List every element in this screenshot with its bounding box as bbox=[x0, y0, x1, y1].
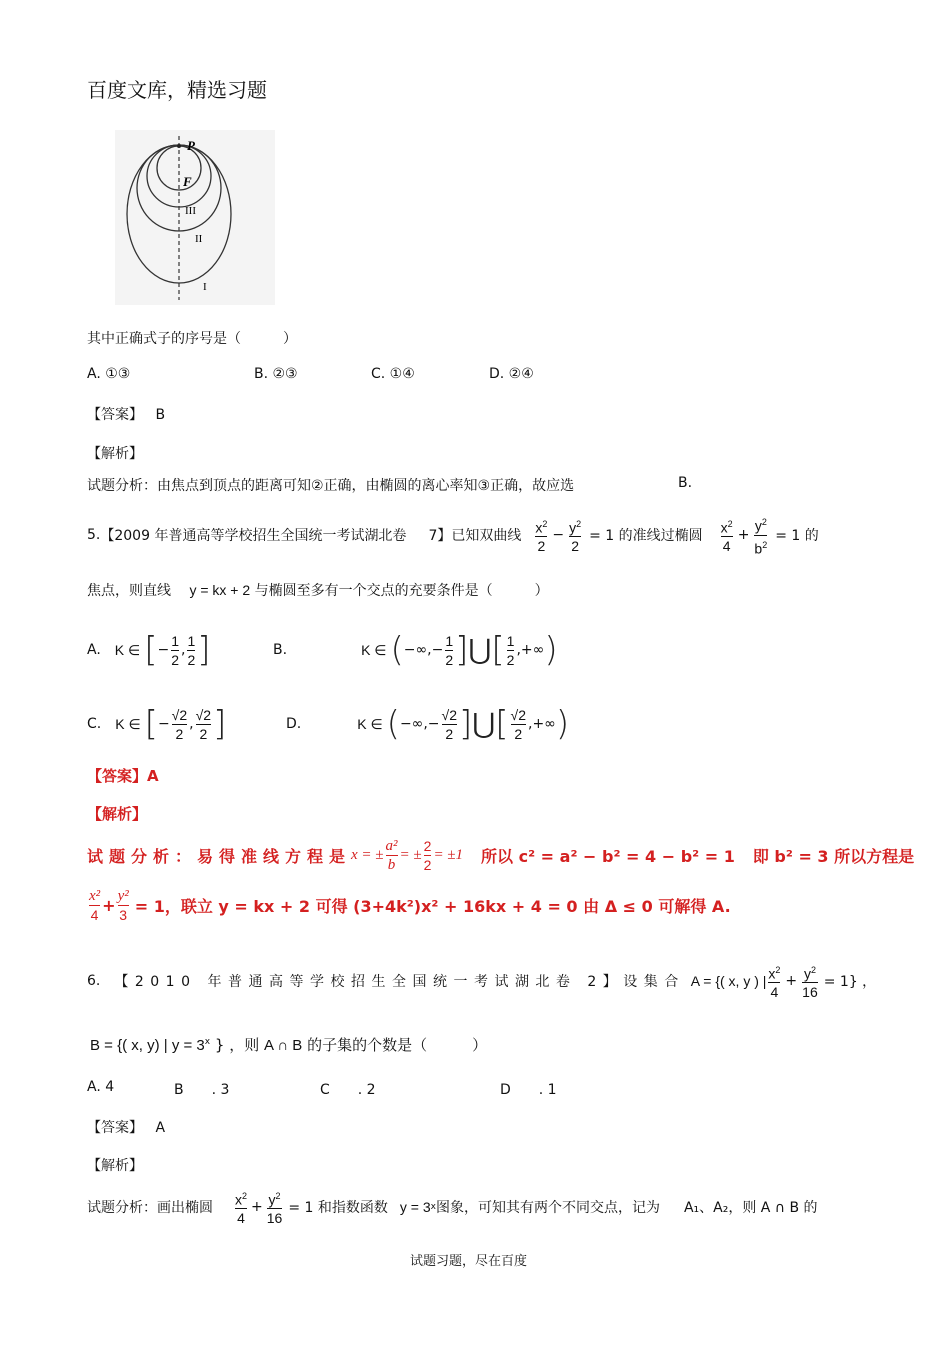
label-iii: III bbox=[185, 205, 196, 217]
q6-option-b: B . 3 bbox=[174, 1082, 230, 1098]
q5-eq2: = 1 的 bbox=[775, 528, 819, 544]
q5-number: 5. bbox=[87, 527, 101, 543]
q5-option-a: A. K ∈ [ − $\frac{1}{2}$ , $\frac{1}{2}$ ] bbox=[87, 630, 211, 670]
hyp-x-frac: $\frac{x^2}{2}$ bbox=[535, 518, 548, 555]
q5-analysis-label: 【解析】 bbox=[87, 805, 148, 823]
q5-source: 【2009 年普通高等学校招生全国统一考试湖北卷 bbox=[100, 528, 407, 544]
ell-y-frac: $\frac{y^2}{b^2}$ bbox=[754, 516, 768, 557]
q4-option-c: C. ①④ bbox=[371, 366, 415, 382]
answer-label: 【答案】 bbox=[87, 407, 143, 423]
q6-analysis-label: 【解析】 bbox=[87, 1158, 143, 1174]
q4-option-b: B. ②③ bbox=[254, 366, 298, 382]
page-footer: 试题习题，尽在百度 bbox=[410, 1254, 528, 1269]
q6-option-a: A. 4 bbox=[87, 1079, 115, 1095]
q4-option-a: A. ①③ bbox=[87, 366, 131, 382]
q5-analysis-line1: 试题分析：易得准线方程是 x = ± $\frac{\text{a²}}{b}$ = ± $\frac{2}{2}$ = ±1 所以 c² = a² − b² = 4 − b² = 1 即 b² = 3 所以方程是 bbox=[87, 837, 915, 873]
q5-analysis-line2: $\frac{\text{x²}}{4}$ + $\frac{\text{y²}}{3}$ = 1，联立 y = kx + 2 可得 (3+4k²)x² + 16kx + 4 = 0 由 Δ ≤ 0 可解得 A. bbox=[89, 887, 731, 923]
q4-analysis-end: B. bbox=[678, 475, 693, 491]
q5-eq1: = 1 的准线过椭圆 bbox=[589, 528, 703, 544]
label-i: I bbox=[203, 281, 207, 293]
q5-option-d: D. K ∈ ( −∞ , − $\frac{√2}{2}$ ] ⋃ [ $\frac{√2}{2}$ , +∞ ) bbox=[286, 704, 570, 744]
q6-option-c: C . 2 bbox=[320, 1082, 376, 1098]
ellipse-figure bbox=[115, 130, 275, 305]
label-f: F bbox=[183, 174, 192, 189]
q4-analysis-label: 【解析】 bbox=[87, 446, 143, 462]
q5-source-num: 7】已知双曲线 bbox=[428, 528, 522, 544]
q4-analysis: 试题分析：由焦点到顶点的距离可知②正确，由椭圆的离心率知③正确，故应选 bbox=[87, 478, 575, 494]
q6-answer: 【答案】 A bbox=[87, 1120, 166, 1136]
q4-prompt: 其中正确式子的序号是（ ） bbox=[87, 331, 297, 347]
q5-answer: 【答案】A bbox=[87, 767, 159, 785]
q4-option-d: D. ②④ bbox=[489, 366, 534, 382]
q5-option-c: C. K ∈ [ − $\frac{√2}{2}$ , $\frac{√2}{2}$ ] bbox=[87, 704, 227, 744]
q6-analysis: 试题分析：画出椭圆 $\frac{x^2}{4}$ + $\frac{y^2}{16}$ = 1 和指数函数 y = 3 x 图象，可知其有两个不同交点，记为 A₁、A₂，则 A ∩ B 的 bbox=[87, 1190, 818, 1227]
ell-x-frac: $\frac{x^2}{4}$ bbox=[720, 518, 733, 555]
page-title: 百度文库，精选习题 bbox=[87, 78, 267, 102]
q5-line2-expr: y = kx + 2 bbox=[189, 582, 251, 598]
label-p: P bbox=[187, 138, 195, 153]
q5-line2 bbox=[87, 580, 549, 600]
q5-line2-b: 与椭圆至多有一个交点的充要条件是（ ） bbox=[254, 583, 549, 599]
q6-option-d: D . 1 bbox=[500, 1082, 557, 1098]
q5-option-b: B. K ∈ ( −∞ , − $\frac{1}{2}$ ] ⋃ [ $\frac{1}{2}$ , +∞ ) bbox=[273, 630, 558, 670]
q6-line2: B = {( x, y) | $y = 3^x$ } ，则 A ∩ B 的子集的个数是（ ） bbox=[90, 1036, 488, 1054]
q6-header: 6. 【2010 年普通高等学校招生全国统一考试湖北卷 2】设集合 A = {( x, y ) | $\frac{x^2}{4}$ + $\frac{y^2}{16}$ = 1} ， bbox=[87, 964, 877, 1001]
q5-header: 5. 【2009 年普通高等学校招生全国统一考试湖北卷 7】已知双曲线 $\frac{x^2}{2}$ − $\frac{y^2}{2}$ = 1 的准线过椭圆 $\frac{x^2}{4}$ + $\frac{y^2}{b^2}$ = 1 的 bbox=[87, 510, 819, 560]
q4-answer bbox=[87, 404, 165, 424]
q5-line2-a: 焦点，则直线 bbox=[87, 583, 171, 599]
answer-value: B bbox=[155, 407, 166, 423]
label-ii: II bbox=[195, 233, 203, 245]
hyp-y-frac: $\frac{y^2}{2}$ bbox=[569, 518, 582, 555]
